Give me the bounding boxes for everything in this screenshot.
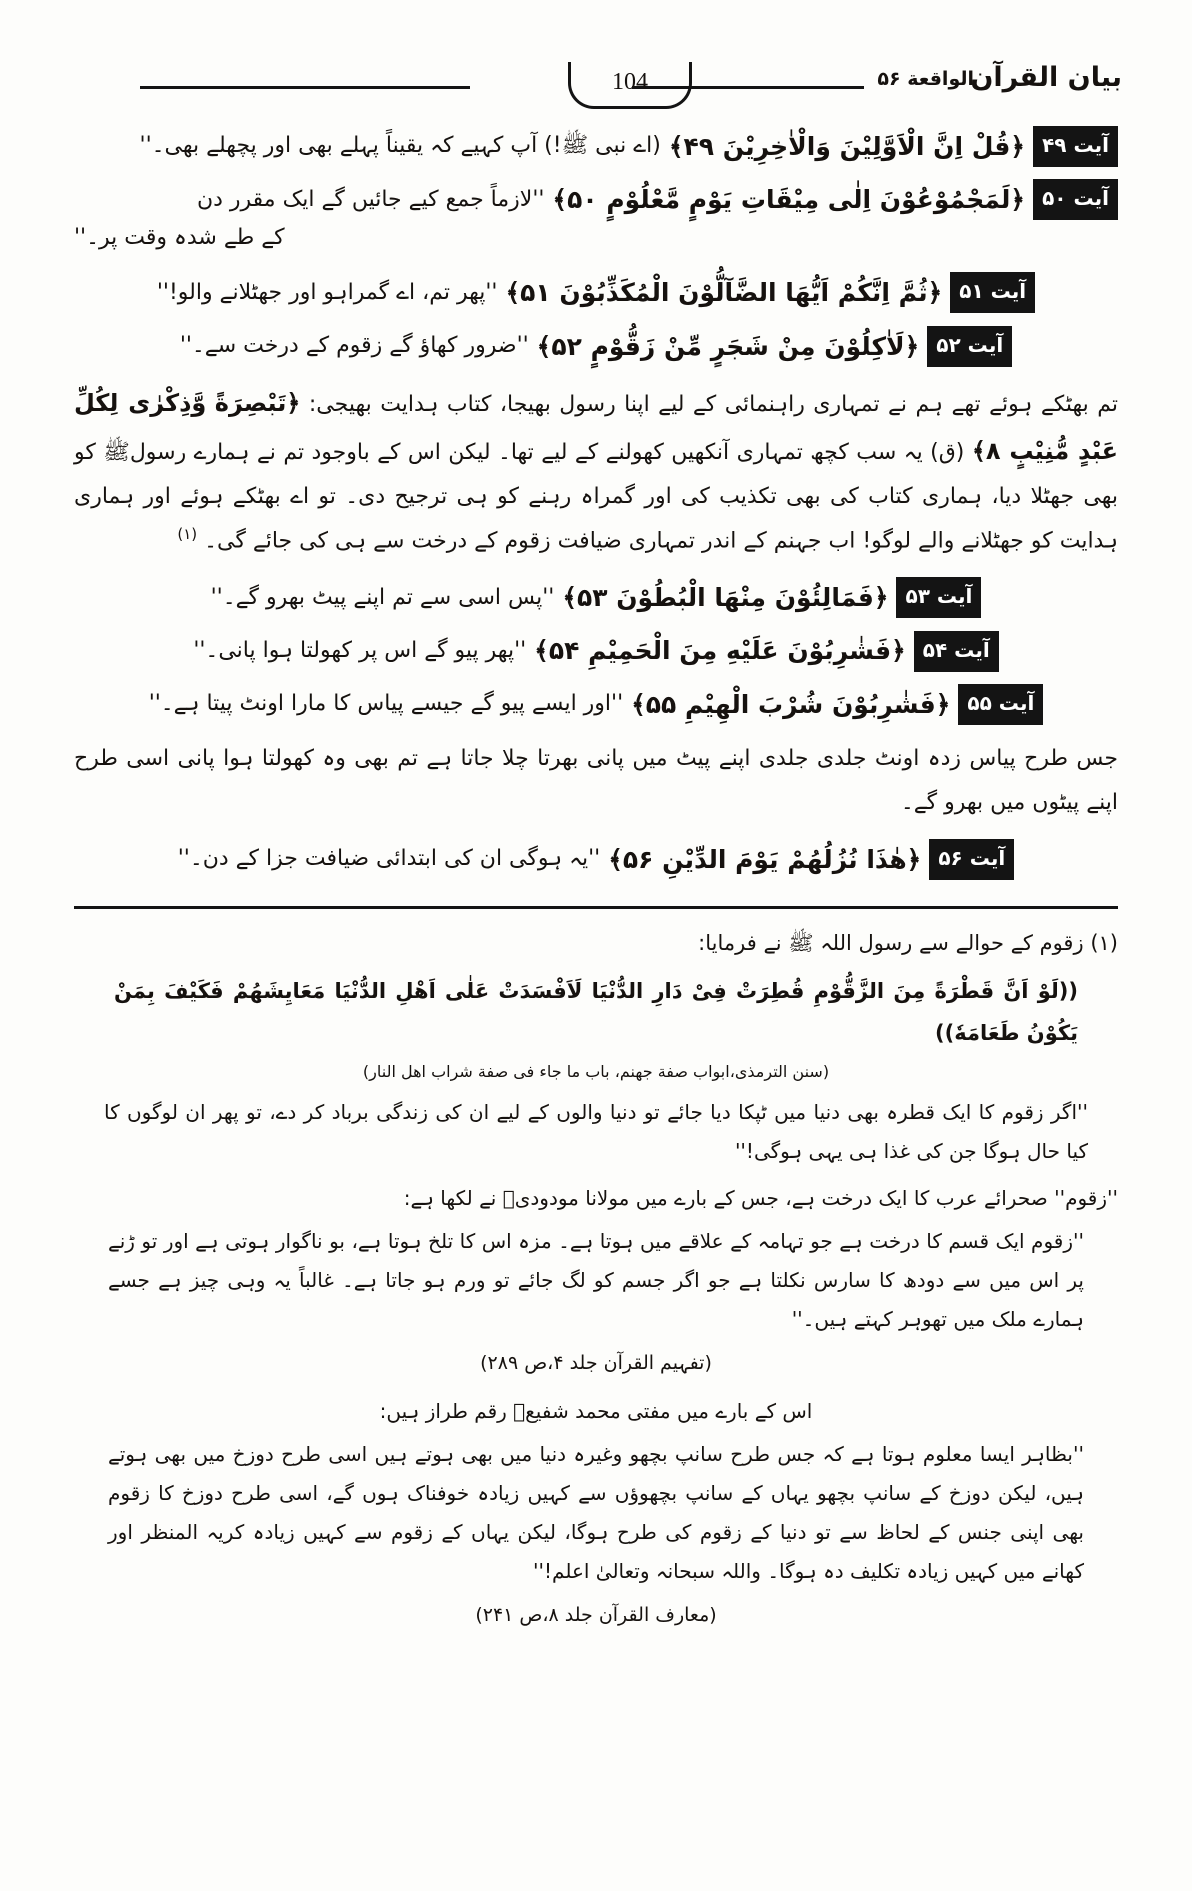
footnote-section — [74, 923, 1118, 1634]
ayah-entry — [74, 326, 1118, 367]
shafi-intro: اس کے بارے میں مفتی محمد شفیعؒ رقم طراز ہیں: — [379, 1399, 813, 1424]
ayah-arabic: ﴿لَمَجْمُوْعُوْنَ اِلٰی مِیْقَاتِ یَوْمٍ مَّعْلُوْمٍ ۵۰﴾ — [552, 185, 1026, 215]
hadith-source: (سنن الترمذی،ابواب صفة جهنم، باب ما جاء فى صفة شراب اهل النار) — [362, 1062, 830, 1082]
ayah-tag: آیت ۵۵ — [958, 684, 1043, 725]
ayah-translation-continued: کے طے شدہ وقت پر۔'' — [74, 224, 285, 250]
ayah-translation: ''پھر تم، اے گمراہو اور جھٹلانے والو!'' — [156, 279, 498, 305]
hadith-translation: ''اگر زقوم کا ایک قطرہ بھی دنیا میں ٹپکا دیا جائے تو دنیا والوں کے لیے ان کی زندگی برباد کر دے، تو پھر ان لوگوں کا کیا حال ہوگا جن کی غذا ہی یہی ہوگی!'' — [104, 1100, 1088, 1164]
ayah-entry — [74, 630, 1118, 671]
ayah-arabic: ﴿فَشٰرِبُوْنَ شُرْبَ الْهِیْمِ ۵۵﴾ — [631, 689, 951, 719]
footnote-number: (۱) — [1090, 931, 1118, 956]
header-rule-left — [140, 86, 470, 89]
commentary-text-rest: ہمارے رسولﷺ کو بھی جھٹلا دیا، ہماری کتاب کی بھی تکذیب کی اور گمراہ رہنے کو ہی ترجیح دی۔ تو اے بھٹکے ہوئے اور ہماری ہدایت کو جھٹلانے والے لوگو! اب جہنم کے اندر تمہاری ضیافت زقوم کے درخت سے ہی کی جائے گی۔ — [74, 439, 1118, 554]
commentary-paragraph — [74, 379, 1118, 563]
page-header — [70, 46, 1122, 116]
ayah-entry — [74, 684, 1118, 725]
commentary-paragraph — [74, 737, 1118, 825]
ayah-arabic: ﴿فَمَالِئُوْنَ مِنْهَا الْبُطُوْنَ ۵۳﴾ — [562, 583, 889, 613]
footnote-marker: (۱) — [177, 524, 198, 543]
commentary-arabic-1: ﴿تَبْصِرَةً — [214, 388, 301, 417]
commentary-surah-marker: (ق) — [930, 439, 965, 465]
commentary-line-1: جس طرح پیاس زدہ اونٹ جلدی جلدی اپنے پیٹ میں پانی بھرتا چلا جاتا ہے تم بھی وہ کھولتا ہوا پانی اسی — [126, 745, 1119, 771]
ayah-tag: آیت ۴۹ — [1033, 126, 1118, 167]
zaqqum-intro: ''زقوم'' صحرائے عرب کا ایک درخت ہے، جس کے بارے میں مولانا مودودیؒ نے لکھا ہے: — [403, 1186, 1118, 1211]
shafi-source: (معارف القرآن جلد ۸،ص ۲۴۱) — [475, 1604, 717, 1627]
ayah-entry — [74, 272, 1118, 313]
book-title: بيان القرآن — [970, 62, 1122, 93]
ayah-arabic: ﴿قُلْ اِنَّ الْاَوَّلِیْنَ وَالْاٰخِرِیْنَ ۴۹﴾ — [668, 132, 1026, 161]
ayah-arabic: ﴿لَاٰكِلُوْنَ مِنْ شَجَرٍ مِّنْ زَقُّوْمٍ ۵۲﴾ — [536, 331, 920, 361]
ayah-tag: آیت ۵۰ — [1033, 179, 1118, 220]
commentary-arabic-2: وَّذِكْرٰی لِكُلِّ عَبْدٍ مُّنِیْبٍ ۸﴾ — [74, 388, 1119, 465]
ayah-translation: (اے نبی ﷺ!) آپ کہیے کہ یقیناً پہلے بھی اور پچھلے بھی۔'' — [139, 133, 661, 159]
ayah-entry — [74, 179, 1118, 258]
hadith-arabic: ((لَوْ اَنَّ قَطْرَةً مِنَ الزَّقُّوْمِ قُطِرَتْ فِیْ دَارِ الدُّنْیَا لَاَفْسَدَتْ عَلٰی اَهْلِ الدُّنْیَا مَعَایِشَهُمْ فَكَیْفَ بِمَنْ یَكُوْنُ طَعَامَهٗ)) — [114, 979, 1078, 1046]
ayah-tag: آیت ۵۱ — [950, 272, 1035, 313]
ayah-arabic: ﴿فَشٰرِبُوْنَ عَلَیْهِ مِنَ الْحَمِیْمِ ۵۴﴾ — [534, 636, 906, 666]
ayah-translation: ''ضرور کھاؤ گے زقوم کے درخت سے۔'' — [179, 333, 529, 359]
page-number: 104 — [568, 62, 692, 109]
commentary-line-2: طرح اپنے پیٹوں میں بھرو گے۔ — [74, 745, 1118, 815]
commentary-text-before: تم بھٹکے ہوئے تھے ہم نے تمہاری راہنمائی کے لیے اپنا رسول بھیجا، کتاب ہدایت بھیجی: — [308, 391, 1118, 417]
ayah-translation: ''پس اسی سے تم اپنے پیٹ بھرو گے۔'' — [210, 584, 555, 610]
ayah-tag: آیت ۵۲ — [927, 326, 1012, 367]
ayah-entry — [74, 126, 1118, 167]
ayah-tag: آیت ۵۴ — [914, 631, 999, 672]
footnote-intro-text: زقوم کے حوالے سے رسول اللہ ﷺ نے فرمایا: — [698, 931, 1084, 956]
ayah-arabic: ﴿هٰذَا نُزُلُهُمْ یَوْمَ الدِّیْنِ ۵۶﴾ — [608, 844, 922, 874]
ayah-translation: ''یہ ہوگی ان کی ابتدائی ضیافت جزا کے دن۔'' — [177, 846, 601, 872]
ayah-translation: ''لازماً جمع کیے جائیں گے ایک مقرر دن — [196, 186, 545, 212]
ayah-entry — [74, 577, 1118, 618]
surah-label: الواقعة ۵۶ — [877, 68, 974, 90]
page-body — [74, 126, 1118, 1634]
maududi-source: (تفہیم القرآن جلد ۴،ص ۲۸۹) — [480, 1352, 712, 1375]
shafi-quote: ''بظاہر ایسا معلوم ہوتا ہے کہ جس طرح سانپ بچھو وغیرہ دنیا میں بھی ہوتے ہیں اسی طرح دوزخ میں بھی ہوتے ہیں، لیکن دوزخ کے سانپ بچھو یہاں کے سانپ بچھوؤں سے کہیں زیادہ خوفناک ہوں گے، اسی طرح دوزخ کا زقوم بھی اپنی جنس کے لحاظ سے تو دنیا کے زقوم کی طرح ہوگا، لیکن یہاں کے زقوم سے کہیں زیادہ کریہ المنظر اور کھانے میں کہیں زیادہ تکلیف دہ ہوگا۔ واللہ سبحانہ وتعالیٰ اعلم!'' — [108, 1442, 1084, 1584]
ayah-tag: آیت ۵۳ — [896, 577, 981, 618]
ayah-translation: ''پھر پیو گے اس پر کھولتا ہوا پانی۔'' — [193, 637, 527, 663]
maududi-quote: ''زقوم ایک قسم کا درخت ہے جو تہامہ کے علاقے میں ہوتا ہے۔ مزہ اس کا تلخ ہوتا ہے، بو ناگوار ہوتی ہے اور تو ڑنے پر اس میں سے دودھ کا سارس نکلتا ہے جو اگر جسم کو لگ جائے تو ورم ہو جاتا ہے۔ غالباً یہ وہی چیز ہے جسے ہمارے ملک میں تھوہر کہتے ہیں۔'' — [108, 1229, 1084, 1332]
ayah-arabic: ﴿ثُمَّ اِنَّكُمْ اَیُّهَا الضَّآلُّوْنَ الْمُكَذِّبُوْنَ ۵۱﴾ — [505, 278, 943, 308]
ayah-tag: آیت ۵۶ — [929, 839, 1014, 880]
footnote-separator — [74, 906, 1118, 909]
ayah-translation: ''اور ایسے پیو گے جیسے پیاس کا مارا اونٹ پیتا ہے۔'' — [148, 691, 624, 717]
footnote-intro — [74, 923, 1118, 964]
ayah-entry — [74, 839, 1118, 880]
commentary-text-mid: یہ سب کچھ تمہاری آنکھیں کھولنے کے لیے تھا۔ لیکن اس کے باوجود تم نے — [256, 439, 923, 465]
